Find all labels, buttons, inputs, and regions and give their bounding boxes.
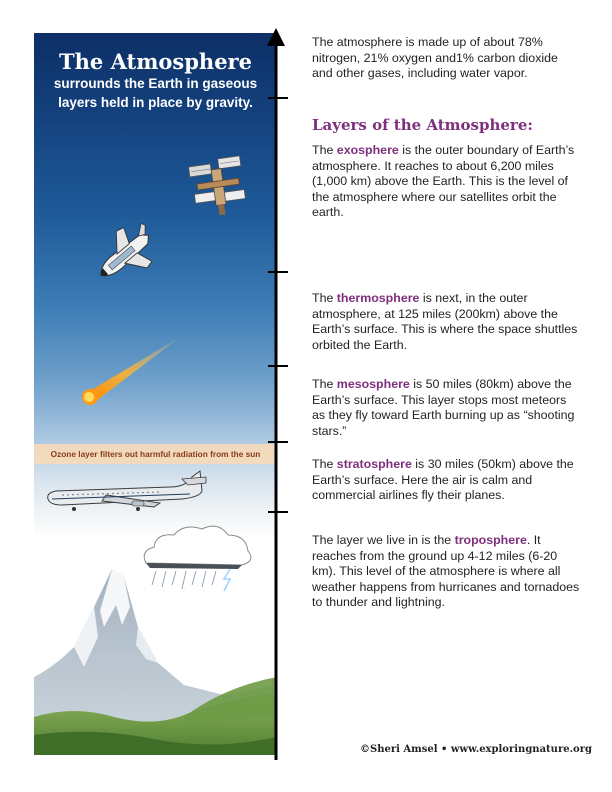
exosphere-lead-text: The — [312, 143, 337, 157]
mountain-icon — [34, 567, 277, 755]
thermosphere-term: thermosphere — [336, 291, 420, 305]
exosphere-term: exosphere — [336, 143, 399, 157]
mesosphere-lead-text: The — [312, 377, 337, 391]
troposphere-paragraph — [312, 533, 582, 611]
stratosphere-lead-text: The — [312, 457, 337, 471]
mesosphere-paragraph — [312, 377, 582, 439]
troposphere-lead-text: The layer we live in is the — [312, 533, 455, 547]
atmosphere-illustration-panel — [34, 33, 277, 755]
mesosphere-term: mesosphere — [336, 377, 410, 391]
space-shuttle-icon — [84, 220, 164, 292]
copyright-footer: ©Sheri Amsel • www.exploringnature.org — [360, 744, 592, 755]
stratosphere-description: is 30 miles (50km) above the Earth’s surface. Here the air is calm and commercial airlines fly their planes. — [312, 457, 574, 503]
airplane-icon — [42, 465, 212, 515]
thermosphere-lead-text: The — [312, 291, 337, 305]
stratosphere-term: stratosphere — [336, 457, 412, 471]
meteor-icon — [48, 331, 188, 409]
thermosphere-paragraph — [312, 291, 582, 353]
ozone-layer-band: Ozone layer filters out harmful radiation from the sun — [34, 444, 277, 464]
mesosphere-description: is 50 miles (80km) above the Earth’s surface. This layer stops most meteors as they fly toward Earth burning up as “shooting stars.” — [312, 377, 575, 438]
space-station-icon — [184, 155, 254, 225]
arrowhead-up-icon — [267, 28, 285, 46]
exosphere-description: is the outer boundary of Earth’s atmosphere. It reaches to about 6,200 miles (1,000 km) above the Earth. This is the level of the atmosphere where our satellites orbit the earth. — [312, 143, 575, 220]
troposphere-term: troposphere — [454, 533, 527, 547]
panel-subtitle: surrounds the Earth in gaseous layers held in place by gravity. — [53, 76, 258, 110]
layers-heading: Layers of the Atmosphere: — [312, 116, 533, 134]
altitude-scale-axis — [264, 28, 294, 760]
thermosphere-description: is next, in the outer atmosphere, at 125 miles (200km) above the Earth’s surface. This is where the space shuttles orbited the Earth. — [312, 291, 578, 352]
panel-title: The Atmosphere — [59, 49, 252, 74]
stratosphere-paragraph — [312, 457, 582, 504]
troposphere-description: . It reaches from the ground up 4-12 miles (6-20 km). This level of the atmosphere is where all weather happens from hurricanes and tornadoes to thunder and lightning. — [312, 533, 580, 610]
intro-paragraph: The atmosphere is made up of about 78% nitrogen, 21% oxygen and1% carbon dioxide and other gases, including water vapor. — [312, 35, 558, 81]
exosphere-paragraph — [312, 143, 582, 221]
